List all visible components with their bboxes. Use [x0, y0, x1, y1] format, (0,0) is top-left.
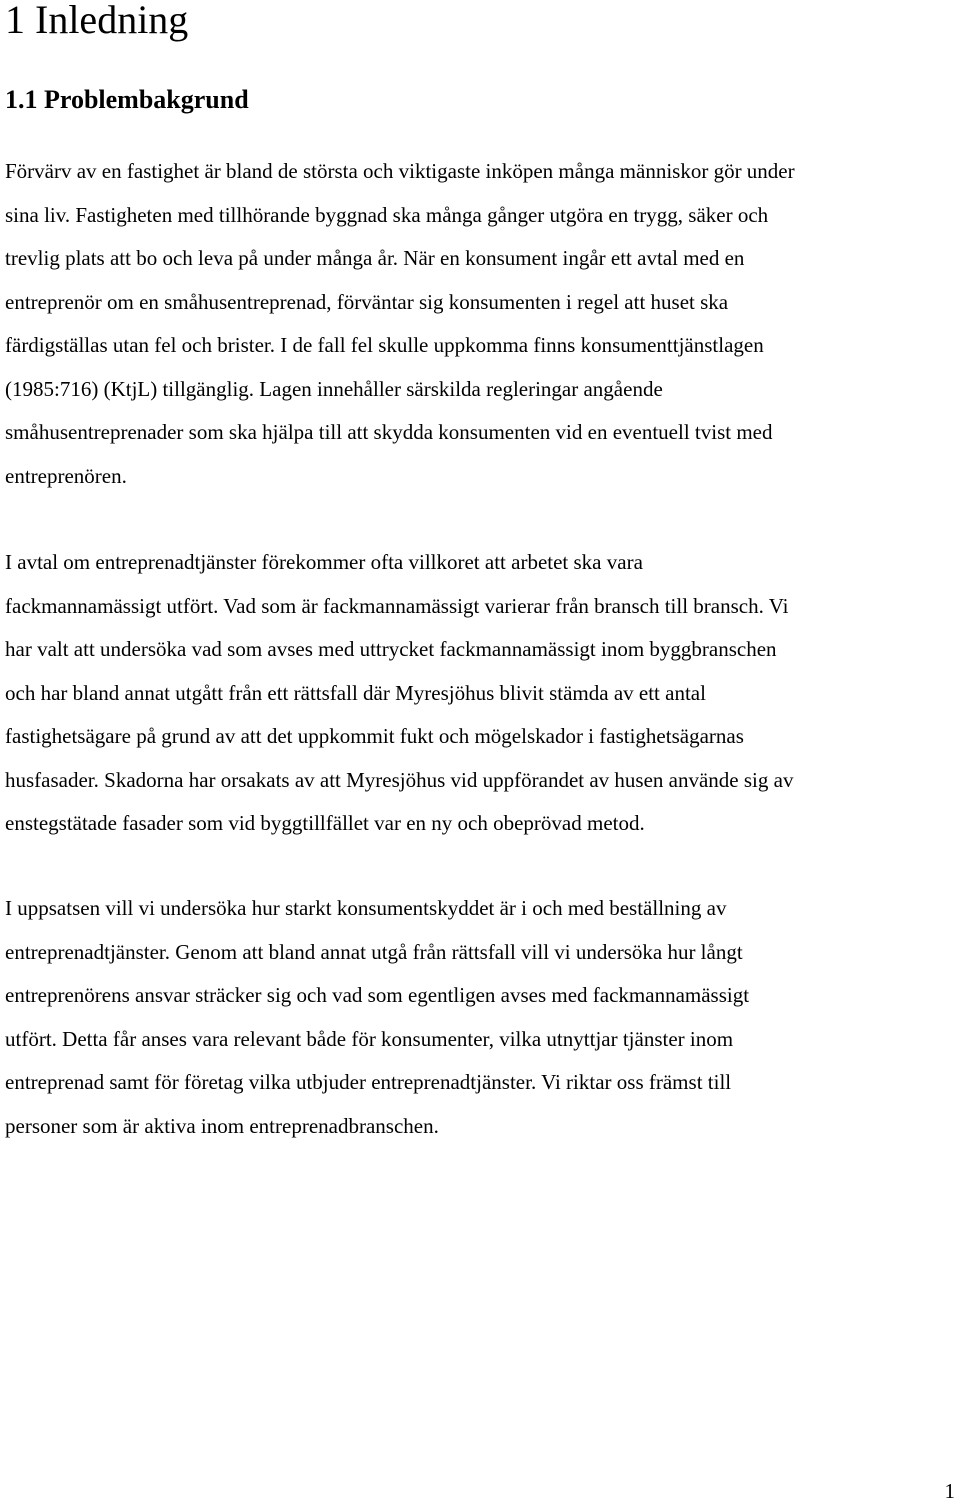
text-line: trevlig plats att bo och leva på under många år. När en konsument ingår ett avtal med en	[5, 246, 745, 270]
text-line: personer som är aktiva inom entreprenadbranschen.	[5, 1113, 439, 1138]
text-line: enstegstätade fasader som vid byggtillfället var en ny och obeprövad metod.	[5, 811, 645, 835]
paragraph-purpose	[5, 887, 957, 1148]
text-line: utfört. Detta får anses vara relevant både för konsumenter, vilka utnyttjar tjänster inom	[5, 1026, 734, 1051]
text-line: färdigställas utan fel och brister. I de fall fel skulle uppkomma finns konsumenttjänstlagen	[5, 333, 764, 357]
text-line: husfasader. Skadorna har orsakats av att Myresjöhus vid uppförandet av husen använde sig av	[5, 767, 794, 792]
paragraph-problem-intro	[5, 150, 957, 498]
text-line: entreprenör om en småhusentreprenad, förväntar sig konsumenten i regel att huset ska	[5, 289, 729, 314]
text-line: entreprenören.	[5, 463, 127, 488]
paragraph-fackmannamassigt	[5, 541, 957, 846]
text-line: I uppsatsen vill vi undersöka hur starkt konsumentskyddet är i och med beställning av	[5, 896, 727, 920]
text-line: Förvärv av en fastighet är bland de största och viktigaste inköpen många människor gör under	[5, 159, 795, 183]
text-line: fastighetsägare på grund av att det uppkommit fukt och mögelskador i fastighetsägarnas	[5, 724, 744, 748]
text-line: och har bland annat utgått från ett rättsfall där Myresjöhus blivit stämda av ett antal	[5, 680, 706, 705]
text-line: sina liv. Fastigheten med tillhörande byggnad ska många gånger utgöra en trygg, säker och	[5, 202, 769, 227]
text-line: (1985:716) (KtjL) tillgänglig. Lagen innehåller särskilda regleringar angående	[5, 376, 663, 401]
text-line: har valt att undersöka vad som avses med uttrycket fackmannamässigt inom byggbranschen	[5, 637, 777, 661]
text-line: småhusentreprenader som ska hjälpa till att skydda konsumenten vid en eventuell tvist med	[5, 420, 773, 444]
text-line: I avtal om entreprenadtjänster förekommer ofta villkoret att arbetet ska vara	[5, 550, 643, 574]
page-number: 1	[944, 1479, 955, 1503]
text-line: entreprenadtjänster. Genom att bland annat utgå från rättsfall vill vi undersöka hur långt	[5, 939, 743, 964]
chapter-heading: 1 Inledning	[5, 0, 189, 42]
text-line: entreprenörens ansvar sträcker sig och vad som egentligen avses med fackmannamässigt	[5, 983, 750, 1007]
section-heading: 1.1 Problembakgrund	[5, 85, 249, 114]
text-line: fackmannamässigt utfört. Vad som är fackmannamässigt varierar från bransch till bransch. Vi	[5, 593, 789, 618]
text-line: entreprenad samt för företag vilka utbjuder entreprenadtjänster. Vi riktar oss främst till	[5, 1070, 732, 1094]
